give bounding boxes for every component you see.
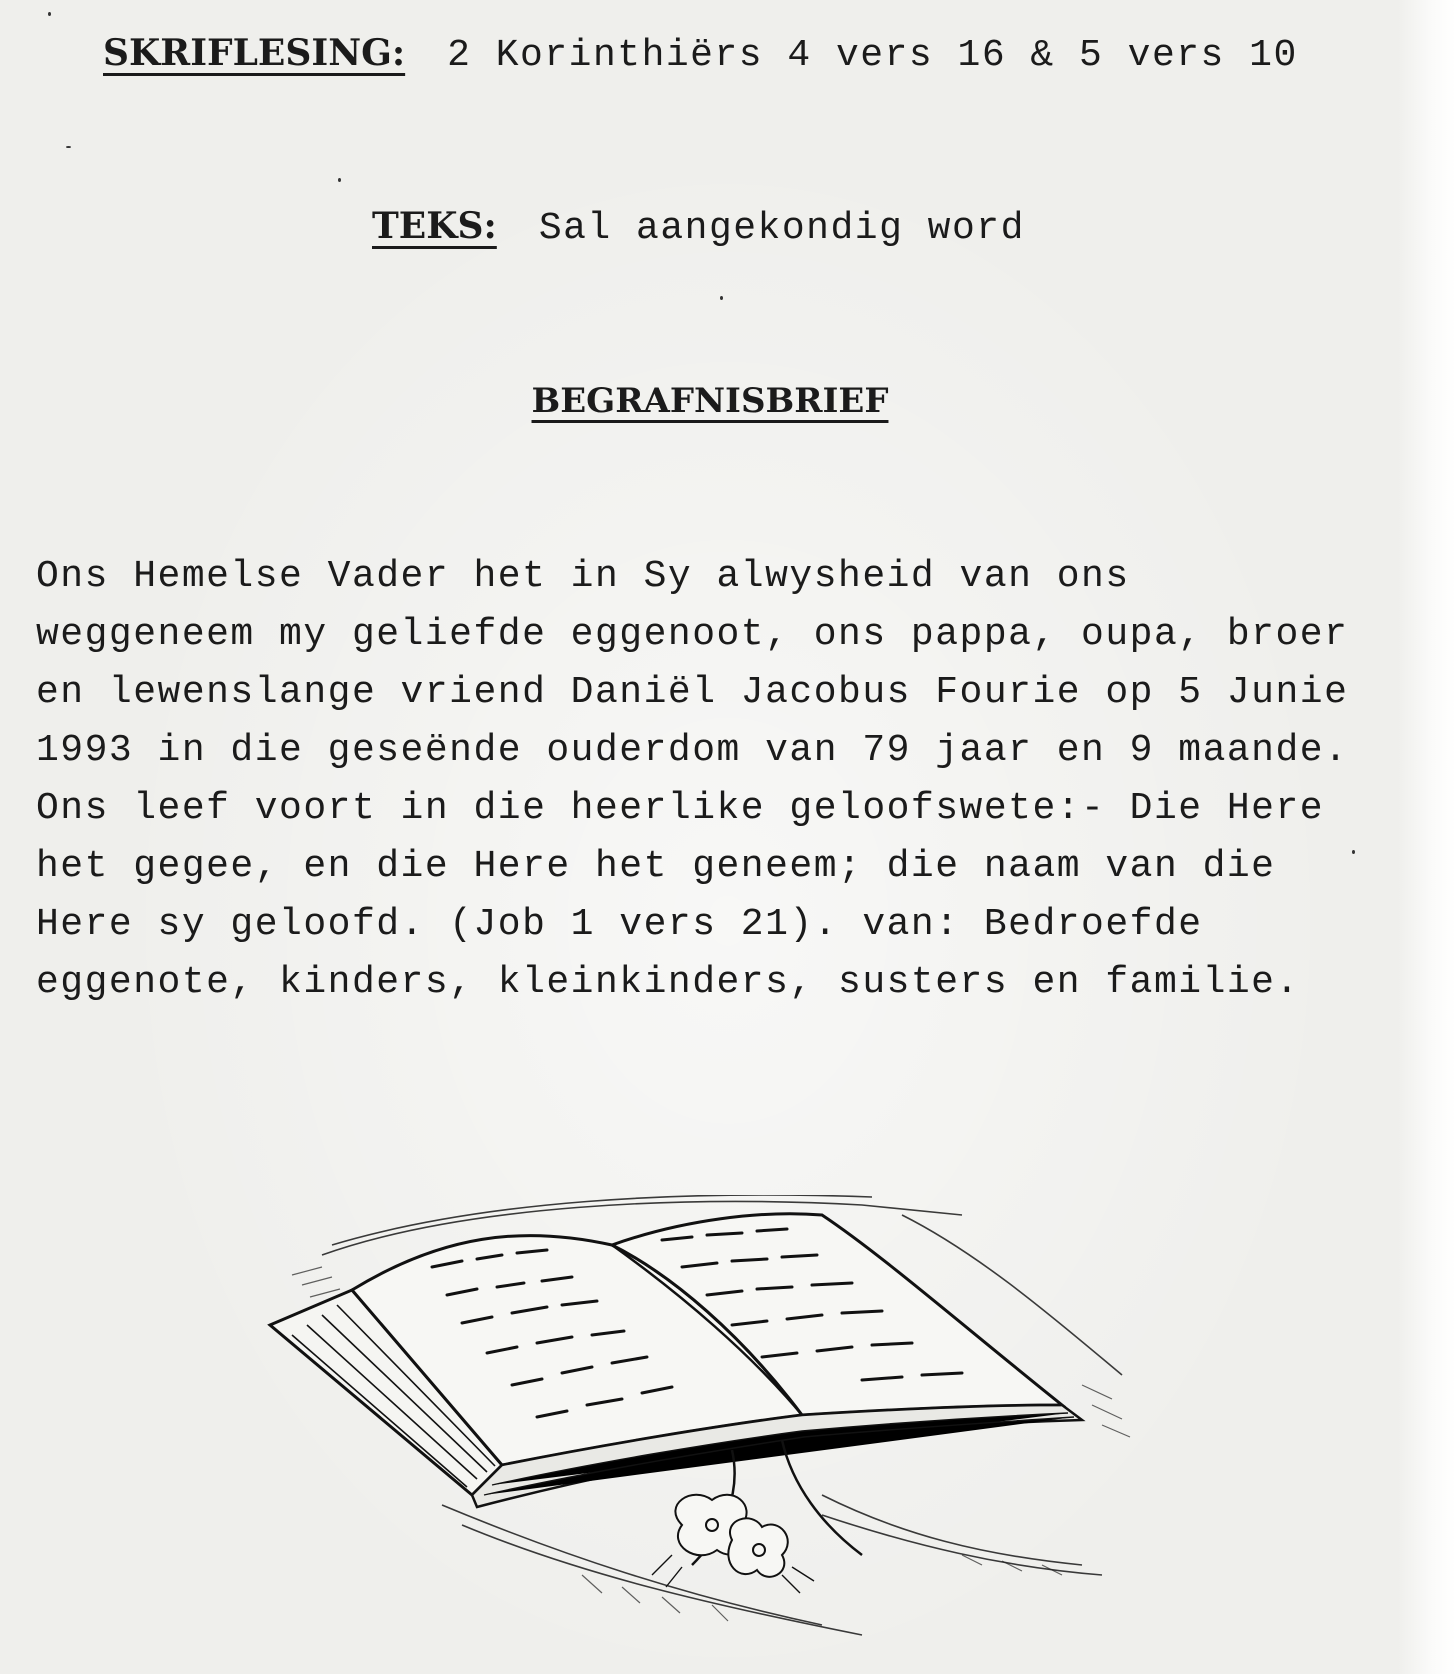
paper-speck	[48, 12, 51, 16]
body-line: Ons leef voort in die heerlike geloofswete:- Die Here	[36, 787, 1325, 830]
scripture-reading-label: SKRIFLESING:	[103, 32, 406, 74]
scripture-reading-row	[103, 32, 1298, 77]
text-label: TEKS:	[372, 205, 497, 247]
paper-speck	[720, 296, 723, 300]
body-line: het gegee, en die Here het geneem; die naam van die	[36, 845, 1276, 888]
paper-speck	[66, 146, 71, 148]
body-line: 1993 in die geseënde ouderdom van 79 jaar en 9 maande.	[36, 729, 1349, 772]
text-value: Sal aangekondig word	[538, 207, 1025, 250]
paper-speck	[338, 178, 341, 182]
text-row	[372, 205, 1025, 250]
page-title: BEGRAFNISBRIEF	[531, 381, 889, 421]
body-line: Here sy geloofd. (Job 1 vers 21). van: Bedroefde	[36, 903, 1203, 946]
paper-speck	[1352, 850, 1355, 854]
body-line: weggeneem my geliefde eggenoot, ons pappa, oupa, broer	[36, 613, 1349, 656]
body-line: en lewenslange vriend Daniël Jacobus Fourie op 5 Junie	[36, 671, 1349, 714]
open-bible-icon	[262, 1195, 1162, 1655]
body-line: Ons Hemelse Vader het in Sy alwysheid van ons	[36, 555, 1130, 598]
scripture-reading-value: 2 Korinthiërs 4 vers 16 & 5 vers 10	[447, 34, 1298, 77]
funeral-notice-body	[36, 548, 1426, 1012]
page-edge	[1398, 0, 1456, 1674]
body-line: eggenote, kinders, kleinkinders, susters en familie.	[36, 961, 1300, 1004]
